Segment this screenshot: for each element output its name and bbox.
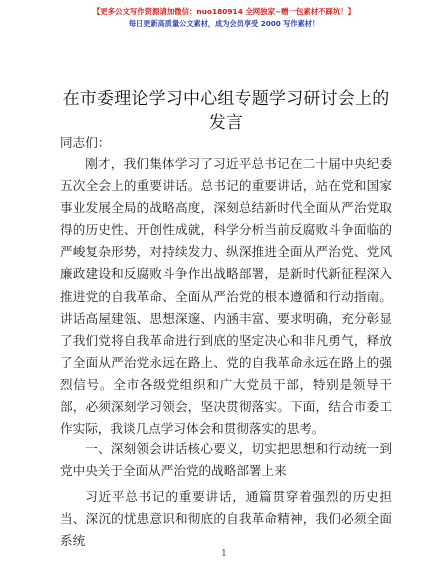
salutation: 同志们： (60, 135, 111, 150)
document-title: 在市委理论学习中心组专题学习研讨会上的发言 (62, 89, 390, 133)
promo-banner-line-1: 【更多公文写作资源请加微信：nuo180914 全网独家~赠一包素材不踩坑！】 (92, 7, 356, 16)
body-paragraph-1: 刚才，我们集体学习了习近平总书记在二十届中央纪委五次全会上的重要讲话。总书记的重要讲话，站在党和国家事业发展全局的战略高度，深刻总结新时代全面从严治党取得的历史性、开创性成就，科学分析当前反腐败斗争面临的严峻复杂形势，对持续发力、纵深推进全面从严治党、党风廉政建设和反腐败斗争作出战略部署，是新时代新征程深入推进党的自我革命、全面从严治党的根本遵循和行动指南。讲话高屋建瓴、思想深邃、内涵丰富、要求明确，充分彰显了我们党将自我革命进行到底的坚定决心和非凡勇气，释放了全面从严治党永远在路上、党的自我革命永远在路上的强烈信号。全市各级党组织和广大党员干部，特别是领导干部，必须深刻学习领会，坚决贯彻落实。下面，结合市委工作实际，我谈几点学习体会和贯彻落实的思考。 (60, 156, 392, 437)
promo-banner-line-2: 每日更新高质量公文素材，成为会员享受 2000 写作素材！ (128, 19, 320, 28)
body-paragraph-2: 习近平总书记的重要讲话，通篇贯穿着强烈的历史担当、深沉的忧患意识和彻底的自我革命精神，我们必须全面系统 (60, 489, 392, 549)
section-heading-1: 一、深刻领会讲话核心要义，切实把思想和行动统一到党中央关于全面从严治党的战略部署上来 (60, 441, 392, 479)
page-number: 1 (221, 549, 227, 559)
